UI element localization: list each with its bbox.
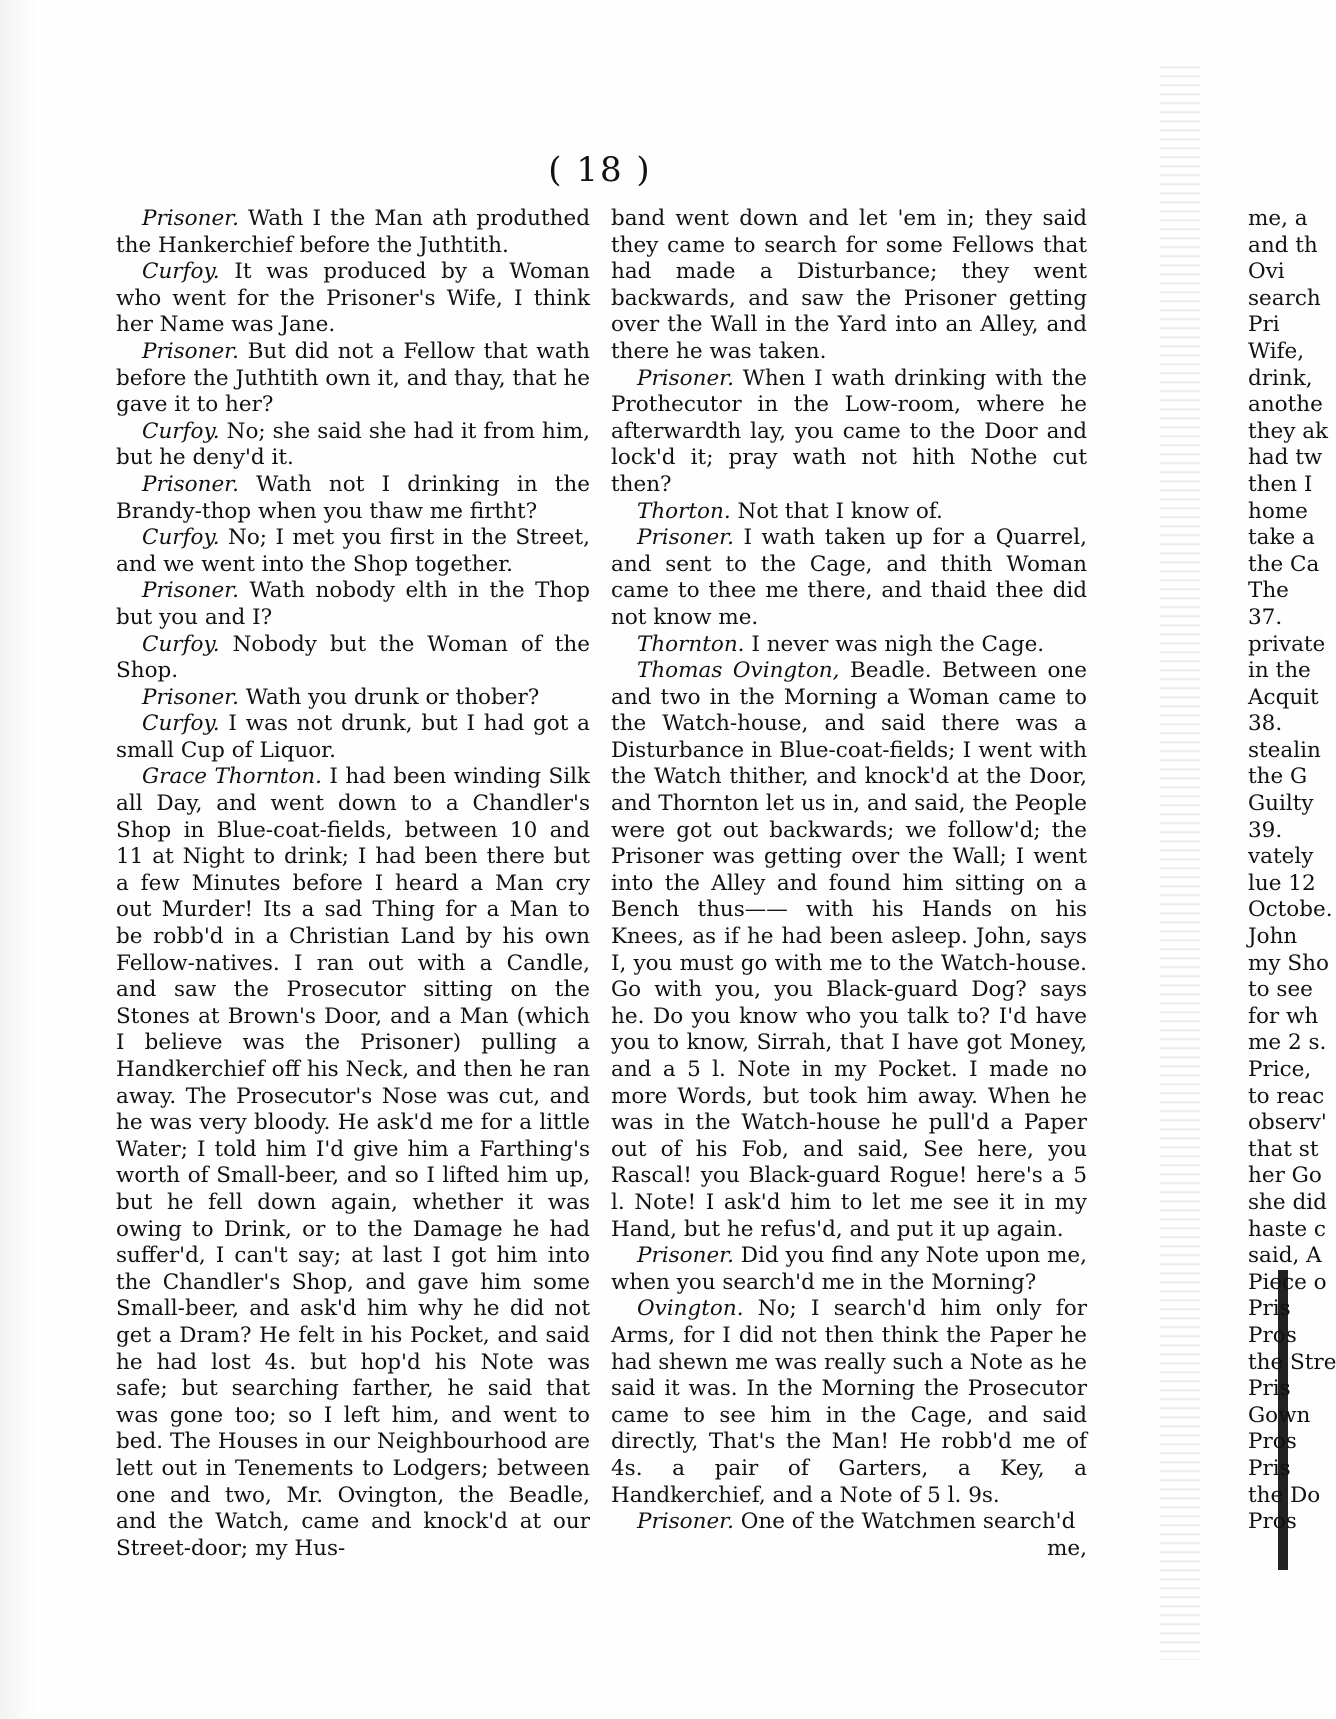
text-fragment: said, A xyxy=(1248,1243,1322,1269)
text-fragment: me 2 s. xyxy=(1248,1030,1327,1056)
page-number: ( 18 ) xyxy=(548,150,652,190)
text-fragment: they ak xyxy=(1248,418,1329,444)
text-fragment: then I xyxy=(1248,471,1313,497)
paragraph xyxy=(116,578,590,631)
paragraph-text: Wath I the Man ath produthed the Hankerchief before the Juthtith. xyxy=(116,206,590,258)
text-fragment: me, a xyxy=(1248,206,1308,231)
paragraph xyxy=(611,366,1087,499)
speaker-name: Thorton. xyxy=(637,498,731,524)
speaker-name: Prisoner. xyxy=(637,1509,734,1535)
text-fragment: Ovi xyxy=(1248,259,1285,285)
paragraph xyxy=(611,206,1087,366)
paragraph-text: No; I search'd him only for Arms, for I did not then think the Paper he had shewn me was really such a Note as he said it was. In the Morning the Prosecutor came to see him in the Cage, and said directly, That's the Man! He robb'd me of 4s. a pair of Garters, a Key, a Handkerchief, and a Note of 5 l. 9s. xyxy=(611,1296,1088,1508)
paragraph xyxy=(611,1243,1087,1296)
speaker-name: Thomas Ovington, xyxy=(637,658,840,684)
text-fragment: and th xyxy=(1248,232,1318,258)
text-fragment: anothe xyxy=(1248,392,1323,418)
book-spine-shadow xyxy=(1160,60,1200,1660)
text-fragment: haste c xyxy=(1248,1216,1326,1242)
text-fragment: that st xyxy=(1248,1136,1319,1162)
text-fragment: my Sho xyxy=(1248,950,1329,976)
text-fragment: Pris xyxy=(1248,1376,1291,1402)
speaker-name: Prisoner. xyxy=(637,525,734,551)
paragraph-text: Not that I know of. xyxy=(730,498,943,524)
paragraph-text: band went down and let 'em in; they said they came to search for some Fellows that had made a Disturbance; they went backwards, and saw the Prisoner getting over the Wall in the Yard into an Alley, and there he was taken. xyxy=(611,206,1087,364)
paragraph-text: I was not drunk, but I had got a small Cup of Liquor. xyxy=(116,711,590,763)
text-fragment: for wh xyxy=(1248,1003,1319,1029)
text-fragment: 38. xyxy=(1248,711,1283,737)
text-fragment: observ' xyxy=(1248,1110,1327,1136)
text-fragment: Pris xyxy=(1248,1455,1291,1481)
left-gutter-shadow xyxy=(0,0,40,1719)
text-fragment: search xyxy=(1248,285,1321,311)
speaker-name: Prisoner. xyxy=(142,338,239,364)
paragraph-text: Wath nobody elth in the Thop but you and I? xyxy=(116,578,590,630)
text-fragment: Acquit xyxy=(1248,684,1319,710)
speaker-name: Curfoy. xyxy=(142,525,220,551)
paragraph xyxy=(116,472,590,525)
paragraph xyxy=(116,685,590,712)
left-text-column xyxy=(116,206,590,1562)
text-fragment: Gown xyxy=(1248,1402,1311,1428)
speaker-name: Prisoner. xyxy=(637,1243,734,1269)
text-fragment: stealin xyxy=(1248,737,1321,763)
speaker-name: Prisoner. xyxy=(142,206,239,231)
text-fragment: 39. xyxy=(1248,817,1283,843)
speaker-name: Curfoy. xyxy=(142,259,220,285)
text-fragment: 37. xyxy=(1248,604,1283,630)
text-fragment: Pri xyxy=(1248,312,1280,338)
text-fragment: drink, xyxy=(1248,365,1313,391)
paragraph-text: No; she said she had it from him, but he deny'd it. xyxy=(116,418,590,471)
paragraph-text: When I wath drinking with the Prothecutor in the Low-room, where he afterwardth lay, you came to the Door and lock'd it; pray wath not hith Nothe cut then? xyxy=(611,365,1087,497)
paragraph xyxy=(116,339,590,419)
text-fragment: she did xyxy=(1248,1189,1327,1215)
text-fragment: had tw xyxy=(1248,445,1323,471)
text-fragment: private xyxy=(1248,631,1326,657)
speaker-name: Prisoner. xyxy=(637,365,734,391)
text-fragment: the Ca xyxy=(1248,551,1320,577)
paragraph-text: Did you find any Note upon me, when you search'd me in the Morning? xyxy=(611,1243,1087,1295)
paragraph xyxy=(611,1509,1087,1536)
text-fragment: take a xyxy=(1248,525,1315,551)
paragraph-text: But did not a Fellow that wath before the Juthtith own it, and thay, that he gave it to her? xyxy=(116,338,590,418)
text-fragment: Piece o xyxy=(1248,1269,1327,1295)
paragraph-text: I had been winding Silk all Day, and went down to a Chandler's Shop in Blue-coat-fields, between 10 and 11 at Night to drink; I had been there but a few Minutes before I heard a Man cry out Murder! Its a sad Thing for a Man to be robb'd in a Christian Land by his own Fellow-natives. I ran out with a Candle, and saw the Prosecutor sitting on the Stones at Brown's Door, and a Man (which I believe was the Prisoner) pulling a Handkerchief off his Neck, and then he ran away. The Prosecutor's Nose was cut, and he was very bloody. He ask'd me for a little Water; I told him I'd give him a Farthing's worth of Small-beer, and so I lifted him up, but he fell down again, whether it was owing to Drink, or to the Damage he had suffer'd, I can't say; at last I got him into the Chandler's Shop, and gave him some Small-beer, and ask'd him why he did not get a Dram? He felt in his Pocket, and said he had lost 4s. but hop'd his Note was safe; but searching farther, he said that was gone too; so I left him, and went to bed. The Houses in our Neighbourhood are lett out in Tenements to Lodgers; between one and two, Mr. Ovington, the Beadle, and the Watch, came and knock'd at our Street-door; my Hus- xyxy=(116,764,590,1561)
text-fragment: Price, xyxy=(1248,1057,1312,1082)
text-fragment: Pros xyxy=(1248,1429,1297,1455)
text-fragment: Guilty xyxy=(1248,791,1314,817)
text-fragment: Pros xyxy=(1248,1322,1297,1348)
paragraph xyxy=(611,525,1087,631)
speaker-name: Prisoner. xyxy=(142,578,239,604)
text-fragment: in the xyxy=(1248,658,1311,684)
paragraph xyxy=(116,632,590,685)
text-fragment: to see xyxy=(1248,977,1313,1003)
right-partial-column xyxy=(1248,206,1336,1536)
text-fragment: vately xyxy=(1248,844,1314,870)
middle-text-column xyxy=(611,206,1087,1562)
paragraph xyxy=(611,632,1087,659)
text-fragment: the Stre xyxy=(1248,1349,1336,1375)
text-fragment: the Do xyxy=(1248,1482,1321,1508)
speaker-name: Prisoner. xyxy=(142,684,239,710)
speaker-name: Ovington. xyxy=(637,1296,744,1322)
speaker-name: Curfoy. xyxy=(142,631,220,657)
paragraph-text: I never was nigh the Cage. xyxy=(744,631,1045,657)
text-fragment: The xyxy=(1248,578,1289,604)
paragraph-text: I wath taken up for a Quarrel, and sent to the Cage, and thith Woman came to thee me there, and thaid thee did not know me. xyxy=(611,525,1087,630)
text-fragment: John xyxy=(1248,924,1298,950)
paragraph-text: One of the Watchmen search'd xyxy=(733,1509,1076,1535)
speaker-name: Prisoner. xyxy=(142,471,239,497)
paragraph xyxy=(116,525,590,578)
text-fragment: home xyxy=(1248,498,1308,524)
paragraph xyxy=(611,1296,1087,1509)
speaker-name: Thornton. xyxy=(637,631,745,657)
text-fragment: to reac xyxy=(1248,1083,1325,1109)
paragraph xyxy=(611,658,1087,1243)
text-fragment: lue 12 xyxy=(1248,870,1316,896)
paragraph xyxy=(611,499,1087,526)
paragraph-text: Beadle. Between one and two in the Morning a Woman came to the Watch-house, and said there was a Disturbance in Blue-coat-fields; I went with the Watch thither, and knock'd at the Door, and Thornton let us in, and said, the People were got out backwards; we follow'd; the Prisoner was getting over the Wall; I went into the Alley and found him sitting on a Bench thus—— with his Hands on his Knees, as if he had been asleep. John, says I, you must go with me to the Watch-house. Go with you, you Black-guard Dog? says he. Do you know who you talk to? I'd have you to know, Sirrah, that I have got Money, and a 5 l. Note in my Pocket. I made no more Words, but took him away. When he was in the Watch-house he pull'd a Paper out of his Fob, and said, See here, you Rascal! you Black-guard Rogue! here's a 5 l. Note! I ask'd him to let me see it in my Hand, but he refus'd, and put it up again. xyxy=(611,658,1088,1242)
paragraph-text: No; I met you first in the Street, and we went into the Shop together. xyxy=(116,525,590,577)
text-fragment: Octobe. xyxy=(1248,897,1333,923)
paragraph xyxy=(116,259,590,339)
catchword: me, xyxy=(1047,1535,1087,1561)
speaker-name: Curfoy. xyxy=(142,418,220,444)
paragraph-text: Nobody but the Woman of the Shop. xyxy=(116,631,590,684)
text-fragment: Wife, xyxy=(1248,338,1305,364)
text-fragment: Pros xyxy=(1248,1509,1297,1535)
text-fragment: the G xyxy=(1248,764,1308,790)
paragraph-text: Wath not I drinking in the Brandy-thop when you thaw me firtht? xyxy=(116,471,590,524)
text-fragment: Pris xyxy=(1248,1296,1291,1322)
paragraph xyxy=(116,206,590,259)
text-fragment: her Go xyxy=(1248,1163,1322,1189)
paragraph xyxy=(116,419,590,472)
speaker-name: Grace Thornton. xyxy=(142,764,322,790)
paragraph-text: It was produced by a Woman who went for the Prisoner's Wife, I think her Name was Jane. xyxy=(116,259,590,338)
paragraph-text: Wath you drunk or thober? xyxy=(238,684,540,710)
paragraph xyxy=(116,764,590,1562)
speaker-name: Curfoy. xyxy=(142,711,220,737)
paragraph xyxy=(116,711,590,764)
